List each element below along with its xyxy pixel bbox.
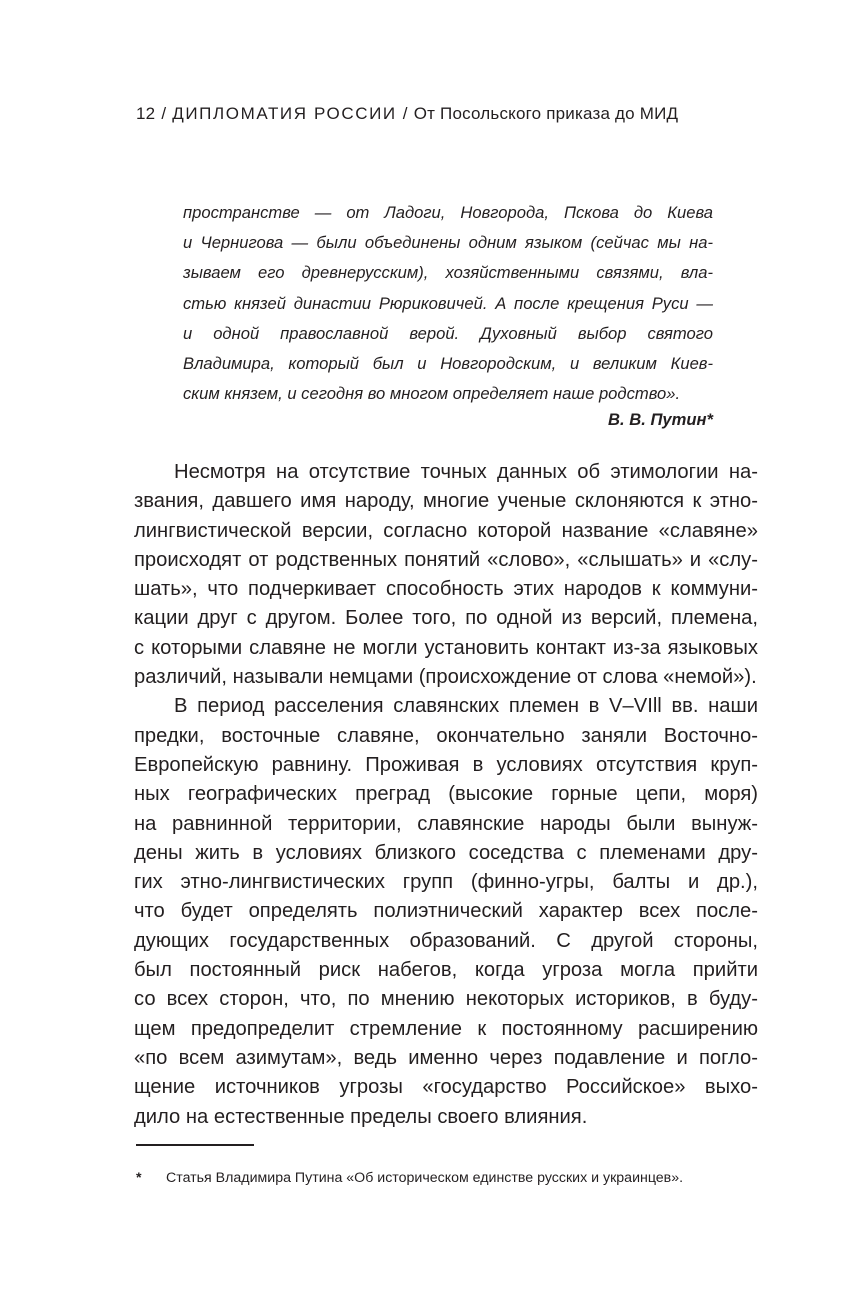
paragraph-line: Несмотря на отсутствие точных данных об этимологии на- [174,461,758,483]
epigraph-line: пространстве — от Ладоги, Новгорода, Пскова до Киева [183,203,713,222]
epigraph-line: Владимира, который был и Новгородским, и великим Киев- [183,353,713,373]
epigraph-line: стью князей династии Рюриковичей. А после крещения Руси — [183,293,713,313]
chapter-title: От Посольского приказа до МИД [413,104,679,123]
footnote [136,1168,756,1188]
paragraph-line: дило на естественные пределы своего влияния. [134,1105,588,1128]
paragraph-line: щем предопределит стремление к постоянному расширению [134,1017,758,1040]
paragraph-line: что будет определять полиэтнический характер всех после- [134,900,758,923]
paragraph-line: кации друг с другом. Более того, по одной из версий, племена, [134,607,758,630]
header-separator: / [161,104,167,123]
paragraph-line: происходят от родственных понятий «слово», «слышать» и «слу- [134,548,758,571]
paragraph-line: на равнинной территории, славянские народы были вынуж- [134,812,758,835]
footnote-marker: * [136,1170,142,1186]
paragraph-line: ных географических преград (высокие горные цепи, моря) [134,783,758,806]
section-title: ДИПЛОМАТИЯ РОССИИ [172,104,397,123]
paragraph-line: «по всем азимутам», ведь именно через подавление и погло- [134,1046,758,1069]
paragraph-line: Европейскую равнину. Проживая в условиях отсутствия круп- [134,753,758,776]
epigraph-line: ским князем, и сегодня во многом определяет наше родство». [183,384,681,404]
epigraph-quote [183,198,713,409]
paragraph-line: был постоянный риск набегов, когда угроза могла прийти [134,959,758,982]
paragraph-line: дующих государственных образований. С другой стороны, [134,929,758,952]
epigraph-line: и Чернигова — были объединены одним языком (сейчас мы на- [183,233,713,253]
header-separator: / [402,104,408,123]
paragraph-line: со всех сторон, что, по мнению некоторых историков, в буду- [134,988,758,1011]
paragraph-line: звания, давшего имя народу, многие ученые склоняются к этно- [134,490,758,513]
paragraph-line: предки, восточные славяне, окончательно заняли Восточно- [134,724,758,747]
epigraph-author: В. В. Путин* [608,410,713,429]
epigraph-line: зываем его древнерусским), хозяйственными связями, вла- [183,263,713,283]
running-header [136,103,756,125]
paragraph-line: дены жить в условиях близкого соседства с племенами дру- [134,841,758,864]
paragraph-line: гих этно-лингвистических групп (финно-угры, балты и др.), [134,871,758,894]
footnote-text: Статья Владимира Путина «Об историческом единстве русских и украинцев». [166,1170,684,1186]
page-number: 12 [136,104,156,123]
paragraph-line: с которыми славяне не могли установить контакт из-за языковых [134,636,758,659]
paragraph-line: щение источников угрозы «государство Российское» выхо- [134,1076,758,1099]
epigraph-line: и одной православной верой. Духовный выбор святого [183,323,713,343]
paragraph-line: различий, называли немцами (происхождение от слова «немой»). [134,666,757,689]
footnote-divider [136,1144,254,1146]
paragraph-line: шать», что подчеркивает способность этих народов к коммуни- [134,578,758,601]
paragraph-line: В период расселения славянских племен в V–VIll вв. наши [174,695,758,718]
body-text [134,458,758,1132]
paragraph-line: лингвистической версии, согласно которой название «славяне» [134,519,758,542]
